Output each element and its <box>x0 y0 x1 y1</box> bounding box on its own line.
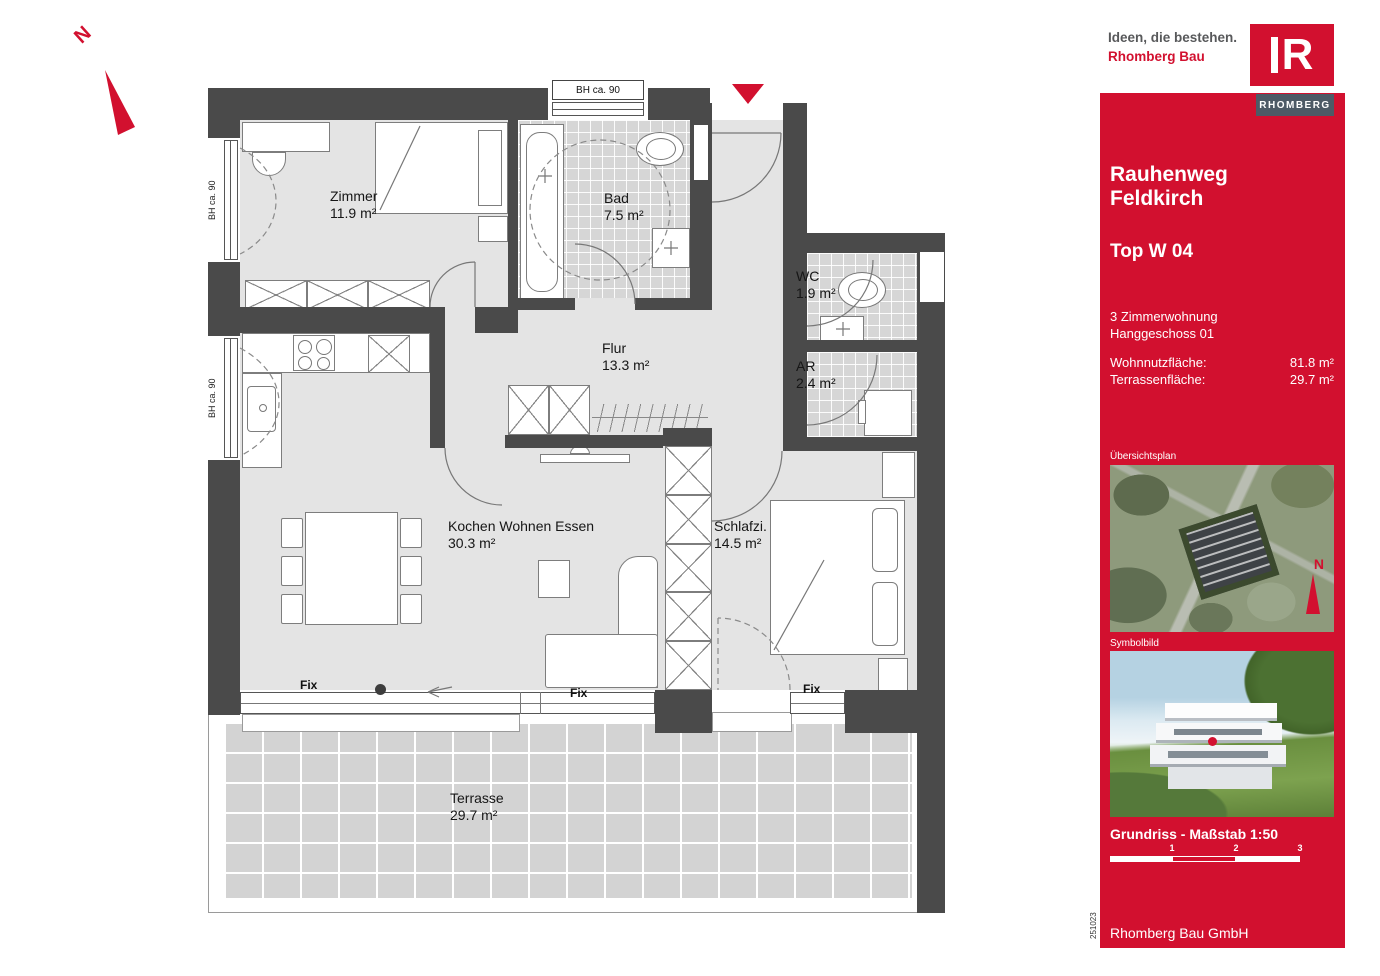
area-value: 29.7 m² <box>1289 372 1334 387</box>
hall-cabinet <box>508 385 590 435</box>
washbasin-wc <box>820 316 864 342</box>
window-band-living <box>240 692 655 714</box>
wall <box>475 307 518 333</box>
washbasin-bad <box>652 228 690 268</box>
wall <box>783 437 917 451</box>
washing-machine <box>864 390 912 436</box>
window-left-1 <box>224 140 238 260</box>
scale-tick: 2 <box>1233 843 1239 853</box>
area-value: 81.8 m² <box>1289 355 1334 370</box>
bathtub-inner <box>526 132 558 292</box>
window-top <box>552 102 644 116</box>
toilet-bad-bowl <box>646 138 676 160</box>
unit-marker-dot <box>1208 737 1217 746</box>
coat-rack-rail <box>592 417 708 418</box>
chair <box>281 594 303 624</box>
aerial-north-icon <box>1306 574 1320 618</box>
north-arrow <box>40 15 210 165</box>
area-row <box>1110 355 1334 370</box>
terrace-step <box>242 714 520 732</box>
closet-cell <box>665 641 712 690</box>
room-label-wohnen: Kochen Wohnen Essen 30.3 m² <box>448 518 595 551</box>
scale-segment <box>1236 856 1300 862</box>
company-brand: Rhomberg Bau <box>1108 49 1205 64</box>
window-height-label: BH ca. 90 <box>207 180 217 220</box>
scale-tick: 1 <box>1169 843 1175 853</box>
side-table <box>538 560 570 598</box>
cabinet-cell <box>549 385 590 435</box>
terrace-step <box>712 712 792 732</box>
chair <box>400 518 422 548</box>
sink-drain <box>259 404 267 412</box>
chair <box>400 556 422 586</box>
sideboard <box>540 454 630 463</box>
render-window-strip <box>1174 729 1262 735</box>
logo-wordmark: RHOMBERG <box>1256 94 1334 116</box>
north-label: N <box>70 22 96 49</box>
rhomberg-logo-icon <box>1250 24 1334 86</box>
bed-single-pillow <box>478 130 502 206</box>
wall <box>655 690 712 733</box>
window-left-2 <box>224 338 238 458</box>
aerial-photo <box>1110 465 1334 632</box>
scale-segment <box>1172 856 1236 862</box>
fix-label: Fix <box>570 686 588 700</box>
cabinet-cell <box>368 335 410 373</box>
render-base <box>1168 767 1272 789</box>
room-label-wc: WC 1.9 m² <box>796 268 836 301</box>
window-fix-point <box>375 684 386 695</box>
room-label-schlafzimmer: Schlafzi. 14.5 m² <box>714 518 767 551</box>
room-label-terrasse: Terrasse 29.7 m² <box>450 790 504 823</box>
wall <box>518 298 575 310</box>
room-label-flur: Flur 13.3 m² <box>602 340 650 373</box>
wall <box>917 233 945 913</box>
wardrobe-cell <box>368 280 430 310</box>
nightstand <box>478 216 508 242</box>
wall-niche <box>920 252 944 302</box>
building-rendering <box>1110 651 1334 817</box>
logo-bar <box>1271 37 1278 73</box>
closet-column <box>665 446 712 690</box>
nightstand <box>878 658 908 694</box>
area-row <box>1110 372 1334 387</box>
wall <box>807 340 917 352</box>
window-mullion <box>520 692 521 714</box>
kitchen-tall-unit <box>368 335 410 373</box>
closet-cell <box>665 495 712 544</box>
logo-letter: R <box>1281 30 1314 79</box>
aerial-north-label: N <box>1313 556 1324 572</box>
burner <box>316 339 332 355</box>
scale-segment <box>1110 856 1172 862</box>
cabinet-cell <box>508 385 549 435</box>
fix-label: Fix <box>300 678 318 692</box>
render-floor-slab <box>1165 703 1277 718</box>
render-window-strip <box>1168 751 1268 758</box>
wall <box>845 690 917 733</box>
scale-tick: 3 <box>1297 843 1303 853</box>
dining-table <box>305 512 398 625</box>
burner <box>298 356 312 370</box>
wardrobe-zimmer <box>245 280 430 310</box>
unit-type: 3 Zimmerwohnung <box>1110 309 1218 324</box>
stove <box>293 335 335 371</box>
closet-cell <box>665 544 712 593</box>
burner <box>298 340 312 354</box>
entrance-arrow-icon <box>732 84 764 104</box>
area-label: Terrassenfläche: <box>1110 372 1206 387</box>
burner <box>317 357 330 370</box>
window-mullion <box>540 692 541 714</box>
terrace-tiles <box>224 722 912 898</box>
window-height-label: BH ca. 90 <box>552 80 644 100</box>
north-needle <box>105 70 135 135</box>
exterior-notch <box>807 88 917 233</box>
room-label-ar: AR 2.4 m² <box>796 358 836 391</box>
project-title: Rauhenweg Feldkirch <box>1110 163 1228 210</box>
bedroom-shelf <box>882 452 915 498</box>
unit-number: Top W 04 <box>1110 241 1194 262</box>
wardrobe-cell <box>245 280 307 310</box>
wall <box>240 307 430 333</box>
toilet-wc-bowl <box>848 279 878 301</box>
overview-caption: Übersichtsplan <box>1110 451 1177 462</box>
company-name: Rhomberg Bau GmbH <box>1110 925 1249 941</box>
wall <box>663 428 712 446</box>
pillow <box>872 508 898 572</box>
unit-floor: Hanggeschoss 01 <box>1110 326 1215 341</box>
scale-bar <box>1110 843 1306 867</box>
wall-niche <box>694 125 708 180</box>
symbol-caption: Symbolbild <box>1110 638 1159 649</box>
wall <box>430 307 445 448</box>
chair <box>281 556 303 586</box>
room-label-bad: Bad 7.5 m² <box>604 190 644 223</box>
chair <box>400 594 422 624</box>
wall <box>635 298 690 310</box>
closet-cell <box>665 446 712 495</box>
company-tagline: Ideen, die bestehen. <box>1108 30 1238 45</box>
wall <box>505 435 663 448</box>
info-panel <box>1100 93 1345 948</box>
chair <box>281 518 303 548</box>
desk <box>242 122 330 152</box>
washing-machine-tab <box>858 400 866 424</box>
wall <box>508 120 518 307</box>
room-label-zimmer: Zimmer 11.9 m² <box>330 188 378 221</box>
aerial-building <box>1179 504 1280 600</box>
doc-number: 251023 <box>1089 912 1098 939</box>
pillow <box>872 582 898 646</box>
area-label: Wohnnutzfläche: <box>1110 355 1207 370</box>
sofa-seat <box>545 634 658 688</box>
scale-title: Grundriss - Maßstab 1:50 <box>1110 826 1279 842</box>
fix-label: Fix <box>803 682 821 696</box>
window-height-label: BH ca. 90 <box>207 378 217 418</box>
closet-cell <box>665 592 712 641</box>
wardrobe-cell <box>307 280 369 310</box>
